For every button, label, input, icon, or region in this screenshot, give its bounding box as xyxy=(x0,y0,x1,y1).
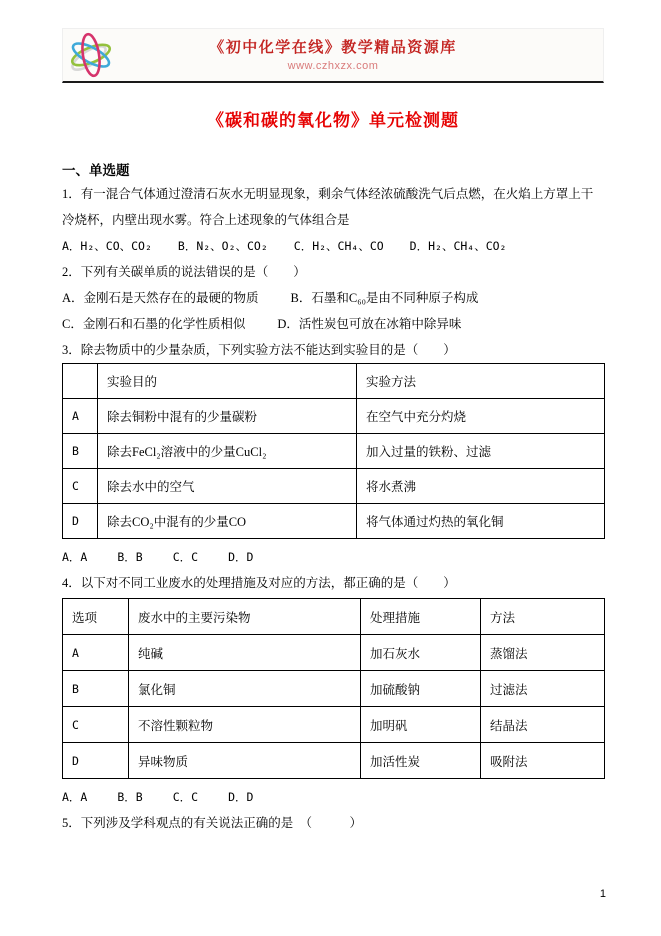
table-cell: 除去铜粉中混有的少量碳粉 xyxy=(98,399,357,434)
table-cell: 加活性炭 xyxy=(361,743,481,779)
table-cell: 纯碱 xyxy=(129,635,361,671)
table-row xyxy=(63,635,605,671)
site-header-text xyxy=(63,39,603,72)
table-cell: D xyxy=(63,743,129,779)
table-cell: 处理措施 xyxy=(361,599,481,635)
table-cell: 实验方法 xyxy=(357,364,605,399)
table-cell: 蒸馏法 xyxy=(481,635,605,671)
table-cell: 将气体通过灼热的氧化铜 xyxy=(357,504,605,539)
answer-d: D．D xyxy=(228,550,254,564)
page-number: 1 xyxy=(599,888,606,900)
question-3-text: 3．除去物质中的少量杂质，下列实验方法不能达到实验目的是（ ） xyxy=(62,343,456,357)
table-cell: 加硫酸钠 xyxy=(361,671,481,707)
option-c: C．H₂、CH₄、CO xyxy=(293,239,384,253)
table-cell: 除去水中的空气 xyxy=(98,469,357,504)
question-3-answer-choices xyxy=(62,544,604,570)
table-cell: 将水煮沸 xyxy=(357,469,605,504)
question-4-table xyxy=(62,598,605,779)
table-cell: 在空气中充分灼烧 xyxy=(357,399,605,434)
site-title: 《初中化学在线》教学精品资源库 xyxy=(209,39,457,56)
table-row xyxy=(63,504,605,539)
table-cell: 加明矾 xyxy=(361,707,481,743)
table-cell: 选项 xyxy=(63,599,129,635)
table-cell: 废水中的主要污染物 xyxy=(129,599,361,635)
answer-b: B．B xyxy=(117,790,143,804)
table-cell: 加石灰水 xyxy=(361,635,481,671)
table-cell: D xyxy=(63,504,98,539)
table-row xyxy=(63,671,605,707)
table-cell: A xyxy=(63,635,129,671)
table-cell: 氯化铜 xyxy=(129,671,361,707)
table-row xyxy=(63,434,605,469)
question-1-options xyxy=(62,233,604,259)
question-4-text: 4．以下对不同工业废水的处理措施及对应的方法，都正确的是（ ） xyxy=(62,576,456,590)
question-2-text: 2．下列有关碳单质的说法错误的是（ ） xyxy=(62,265,306,279)
section-heading: 一、单选题 xyxy=(62,163,130,178)
table-row xyxy=(63,399,605,434)
table-cell: 除去CO₂中混有的少量CO xyxy=(98,504,357,539)
answer-b: B．B xyxy=(117,550,143,564)
table-cell: 过滤法 xyxy=(481,671,605,707)
option-c: C．金刚石和石墨的化学性质相似 xyxy=(62,317,246,331)
table-cell: C xyxy=(63,707,129,743)
question-1-text: 1．有一混合气体通过澄清石灰水无明显现象，剩余气体经浓硫酸洗气后点燃，在火焰上方罩上干冷烧杯，内壁出现水雾。符合上述现象的气体组合是 xyxy=(62,187,594,227)
question-2-options-row2 xyxy=(62,311,604,337)
table-cell: 异味物质 xyxy=(129,743,361,779)
option-d: D．H₂、CH₄、CO₂ xyxy=(409,239,507,253)
table-cell: 实验目的 xyxy=(98,364,357,399)
option-a: A．金刚石是天然存在的最硬的物质 xyxy=(62,291,259,305)
table-row xyxy=(63,743,605,779)
answer-d: D．D xyxy=(228,790,254,804)
question-5-text: 5．下列涉及学科观点的有关说法正确的是 （ ） xyxy=(62,816,363,830)
answer-a: A．A xyxy=(62,790,88,804)
answer-c: C．C xyxy=(172,790,199,804)
table-cell: B xyxy=(63,671,129,707)
option-d: D．活性炭包可放在冰箱中除异味 xyxy=(277,317,462,331)
table-header-row xyxy=(63,599,605,635)
question-4-answer-choices xyxy=(62,784,604,810)
table-cell: 结晶法 xyxy=(481,707,605,743)
table-cell: 方法 xyxy=(481,599,605,635)
option-b: B．N₂、O₂、CO₂ xyxy=(177,239,268,253)
option-b: B．石墨和C₆₀是由不同种原子构成 xyxy=(290,291,479,305)
question-3-table xyxy=(62,363,605,539)
option-a: A．H₂、CO、CO₂ xyxy=(62,239,152,253)
table-cell: 除去FeCl₂溶液中的少量CuCl₂ xyxy=(98,434,357,469)
table-cell: A xyxy=(63,399,98,434)
table-row xyxy=(63,469,605,504)
site-header-banner xyxy=(62,28,604,83)
table-cell: 吸附法 xyxy=(481,743,605,779)
table-header-row xyxy=(63,364,605,399)
table-cell: B xyxy=(63,434,98,469)
table-row xyxy=(63,707,605,743)
question-2-options-row1 xyxy=(62,285,604,311)
answer-a: A．A xyxy=(62,550,88,564)
table-cell: C xyxy=(63,469,98,504)
table-cell: 不溶性颗粒物 xyxy=(129,707,361,743)
page-title: 《碳和碳的氧化物》单元检测题 xyxy=(207,111,459,130)
table-cell xyxy=(63,364,98,399)
table-cell: 加入过量的铁粉、过滤 xyxy=(357,434,605,469)
site-url: www.czhxzx.com xyxy=(287,59,379,72)
answer-c: C．C xyxy=(172,550,199,564)
